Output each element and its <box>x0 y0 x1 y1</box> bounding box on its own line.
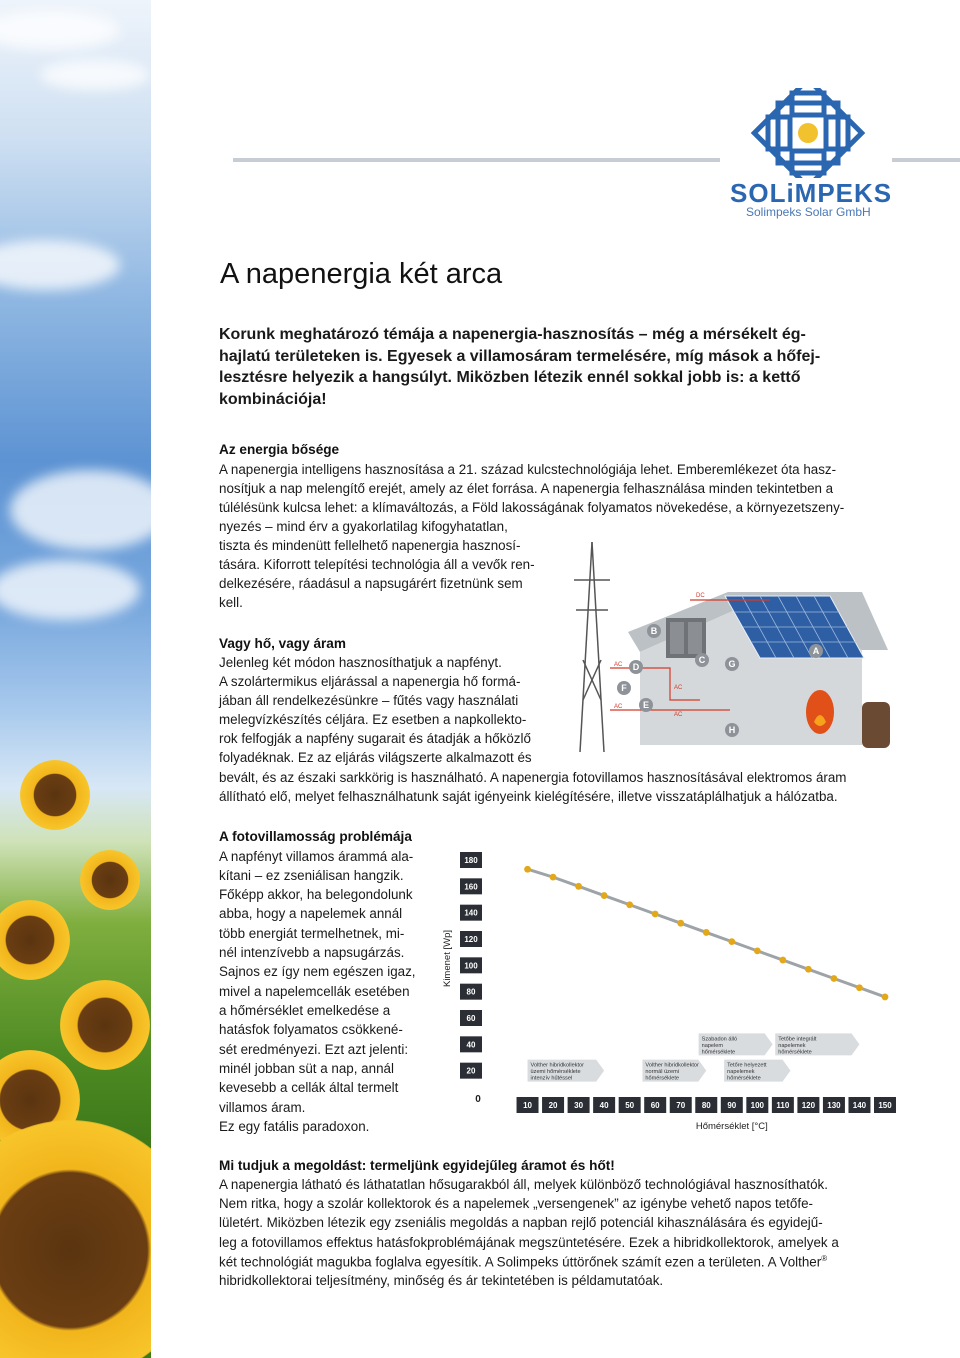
body-line: rok felfogják a napfény sugarait és átadják a hőközlő <box>219 731 531 746</box>
annotation-label: normál üzemi <box>645 1069 680 1076</box>
data-point <box>524 866 531 873</box>
body-line: sét eredményezi. Ezt azt jelenti: <box>219 1042 409 1057</box>
body-line: mivel a napelemcellák esetében <box>219 984 410 999</box>
logo-wordmark: SOLiMPEKS <box>730 178 893 208</box>
x-tick-label: 20 <box>548 1101 558 1110</box>
body-line: a hőmérséklet emelkedése a <box>219 1003 391 1018</box>
y-axis-label: Kimenet [Wp] <box>442 929 453 988</box>
data-point <box>601 892 608 899</box>
x-tick-label: 150 <box>878 1101 892 1110</box>
y-tick-label: 100 <box>464 961 478 971</box>
section-heading: Vagy hő, vagy áram <box>219 636 346 651</box>
body-line: A napenergia intelligens hasznosítása a 21. század kulcstechnológiája lehet. Emberemlékezet óta hasz- <box>219 462 837 477</box>
data-point <box>677 920 684 927</box>
body-line: Ez egy fatális paradoxon. <box>219 1119 370 1134</box>
section-heading: Az energia bősége <box>219 442 340 457</box>
annotation-label: Volther hibridkollektor <box>645 1062 699 1069</box>
solar-house-diagram <box>570 540 900 755</box>
data-point <box>779 957 786 964</box>
header-rule-right <box>892 158 960 162</box>
y-tick-label: 160 <box>464 882 478 892</box>
body-line: minél jobban süt a nap, annál <box>219 1061 394 1076</box>
body-line: kell. <box>219 595 243 610</box>
section-heading: A fotovillamosság problémája <box>219 829 412 844</box>
diagram-label-dc: DC <box>696 593 705 599</box>
diagram-label-h: H <box>728 725 736 735</box>
page-title: A napenergia két arca <box>220 258 503 290</box>
body-line: A napfényt villamos árammá ala- <box>219 849 414 864</box>
annotation-label: üzemi hőmérséklete <box>530 1069 581 1076</box>
x-tick-label: 60 <box>650 1101 660 1110</box>
section-heading: Mi tudjuk a megoldást: termeljünk egyidejűleg áramot és hőt! <box>219 1158 615 1173</box>
intro-line: kombinációja! <box>219 390 327 408</box>
diagram-label-ac: AC <box>674 712 683 718</box>
storage-cylinder <box>862 702 890 748</box>
x-tick-label: 140 <box>852 1101 867 1110</box>
annotation-label: Szabadon álló <box>701 1036 738 1043</box>
x-tick-label: 110 <box>776 1101 790 1110</box>
diagram-label-f: F <box>621 683 627 693</box>
x-tick-label: 120 <box>801 1101 816 1110</box>
body-line: nosítjuk a nap melengítő erejét, amely az élet forrása. A napenergia felhasználása minden tekintetben a <box>219 481 834 496</box>
diagram-label-ac: AC <box>614 662 623 668</box>
body-line: Nem ritka, hogy a szolár kollektorok és a napelemek „versengenek” az igénybe vehető napos tetőfe- <box>219 1196 813 1211</box>
body-line: leg a fotovillamos effektus hatásfokproblémájának megszüntetésére. Ezek a hibridkollektorok, amelyek a <box>219 1235 839 1250</box>
body-line <box>219 1254 827 1269</box>
power-pylon <box>574 542 610 752</box>
body-line-text: két technológiát magukba foglalva egyesítik. A Solimpeks úttörőnek számít ezen a területen. A Volther <box>219 1254 822 1270</box>
body-line: delkezésére, ráadásul a napsugárért fizetnünk sem <box>219 576 523 591</box>
body-line: Főképp akkor, ha belegondolunk <box>219 887 413 902</box>
header-rule-left <box>233 158 720 162</box>
annotation-label: Tetőbe integrált <box>778 1036 817 1043</box>
body-line: Jelenleg két módon hasznosíthatjuk a napfényt. <box>219 655 502 670</box>
x-axis-label: Hőmérséklet [°C] <box>695 1121 768 1132</box>
y-tick-label: 180 <box>464 856 478 865</box>
y-tick-label: 60 <box>466 1014 476 1023</box>
data-point <box>652 911 659 918</box>
temperature-output-chart <box>436 845 896 1135</box>
body-line: nyezés – mind érv a gyakorlatilag kifogyhatatlan, <box>219 519 508 534</box>
diagram-label-b: B <box>650 626 658 636</box>
data-point <box>703 929 710 936</box>
body-line: túlélésünk kulcsa lehet: a klímaváltozás, a Föld lakosságának folyamatos növekedése, a környezetszeny- <box>219 500 845 515</box>
annotation-label: intenzív hűtéssel <box>530 1075 573 1082</box>
sky-sunflower-photo <box>0 0 151 1358</box>
body-line: lületért. Miközben létezik egy zseniális megoldás a napban rejlő potenciál kihasználására és egyidejű- <box>219 1215 823 1230</box>
x-tick-label: 90 <box>727 1101 737 1110</box>
data-point <box>626 901 633 908</box>
x-tick-label: 100 <box>750 1101 765 1110</box>
data-point <box>882 994 889 1001</box>
body-line: kítani – ez zseniálisan hangzik. <box>219 868 404 883</box>
intro-line: hajlatú területeken is. Egyesek a villamosáram termelésére, míg mások a hőfej- <box>219 347 821 365</box>
diagram-label-d: D <box>632 662 640 672</box>
body-line: tiszta és mindenütt fellelhető napenergia hasznosí- <box>219 538 521 553</box>
body-line: bevált, és az északi sarkkörig is használható. A napenergia fotovillamos hasznosításával elektromos áram <box>219 770 847 785</box>
y-tick-label: 140 <box>464 908 478 918</box>
body-line: villamos áram. <box>219 1100 306 1115</box>
data-point <box>856 984 863 991</box>
y-tick-label: 40 <box>466 1040 476 1050</box>
data-point <box>575 883 582 890</box>
intro-paragraph <box>219 324 879 410</box>
annotation-label: hőmérséklete <box>645 1075 680 1082</box>
diagram-label-c: C <box>698 655 706 665</box>
diagram-label-a: A <box>812 646 820 656</box>
y-tick-label: 120 <box>464 935 478 944</box>
x-tick-label: 10 <box>523 1101 532 1110</box>
logo-subtitle: Solimpeks Solar GmbH <box>746 205 871 219</box>
body-line: hibridkollektorai teljesítmény, minőség és ár tekintetében is példamutatóak. <box>219 1273 664 1288</box>
solimpeks-logo-icon <box>728 88 888 178</box>
x-tick-label: 30 <box>574 1101 584 1110</box>
diagram-label-ac: AC <box>614 704 623 710</box>
annotation-label: Volther hibridkollektor <box>530 1062 585 1069</box>
data-point <box>550 874 557 881</box>
intro-line: lesztésre helyezik a hangsúlyt. Miközben létezik ennél sokkal jobb is: a kettő <box>219 369 801 386</box>
body-line: abba, hogy a napelemek annál <box>219 906 403 921</box>
diagram-label-g: G <box>728 659 736 669</box>
registered-mark: ® <box>821 1254 828 1263</box>
body-line: melegvízkészítés céljára. Ez esetben a napkollekto- <box>219 712 527 727</box>
body-line: nél intenzívebb a napsugárzás. <box>219 945 405 960</box>
y-tick-label: 0 <box>475 1094 481 1105</box>
annotation-label: Tetőre helyezett <box>727 1062 767 1069</box>
annotation-label: hőmérséklete <box>727 1075 761 1082</box>
annotation-label: napelemek <box>778 1042 806 1049</box>
diagram-label-e: E <box>642 700 650 710</box>
x-tick-label: 40 <box>599 1101 609 1110</box>
x-tick-label: 80 <box>701 1101 711 1110</box>
data-point <box>831 975 838 982</box>
intro-line: Korunk meghatározó témája a napenergia-hasznosítás – még a mérsékelt ég- <box>219 326 806 343</box>
body-line: állítható elő, melyet felhasználhatunk saját igényeink kielégítésére, illetve visszatáplálhatjuk a hálózatba. <box>219 789 838 804</box>
data-point <box>805 966 812 973</box>
x-tick-label: 50 <box>625 1101 635 1110</box>
diagram-label-ac: AC <box>674 685 683 691</box>
annotation-label: hőmérséklete <box>778 1049 812 1056</box>
x-tick-label: 130 <box>827 1101 841 1110</box>
body-line: több energiát termelhetnek, mi- <box>219 926 405 941</box>
body-line: kevesebb a cellák által termelt <box>219 1080 399 1095</box>
body-line: tására. Kiforrott telepítési technológia áll a vevők ren- <box>219 557 535 572</box>
y-tick-label: 20 <box>466 1066 476 1076</box>
body-line: jában áll rendelkezésünkre – fűtés vagy használati <box>219 693 519 708</box>
annotation-label: hőmérséklete <box>701 1049 736 1056</box>
x-tick-label: 70 <box>676 1101 686 1110</box>
data-point <box>754 947 761 954</box>
body-line: folyadéknak. Ez az eljárás világszerte alkalmazott és <box>219 750 532 765</box>
data-point <box>728 938 735 945</box>
y-tick-label: 80 <box>466 987 476 997</box>
body-line: hatásfok folyamatos csökkené- <box>219 1022 403 1037</box>
body-line: A szolártermikus eljárással a napenergia hő formá- <box>219 674 521 689</box>
body-line: A napenergia látható és láthatatlan hősugarakból áll, melyek különböző technológiával hasznosíthatók. <box>219 1177 828 1192</box>
heat-tank <box>806 690 834 734</box>
body-line: Sajnos ez így nem egészen igaz, <box>219 964 416 979</box>
annotation-label: napelem <box>701 1042 724 1049</box>
annotation-label: napelemek <box>727 1069 755 1076</box>
